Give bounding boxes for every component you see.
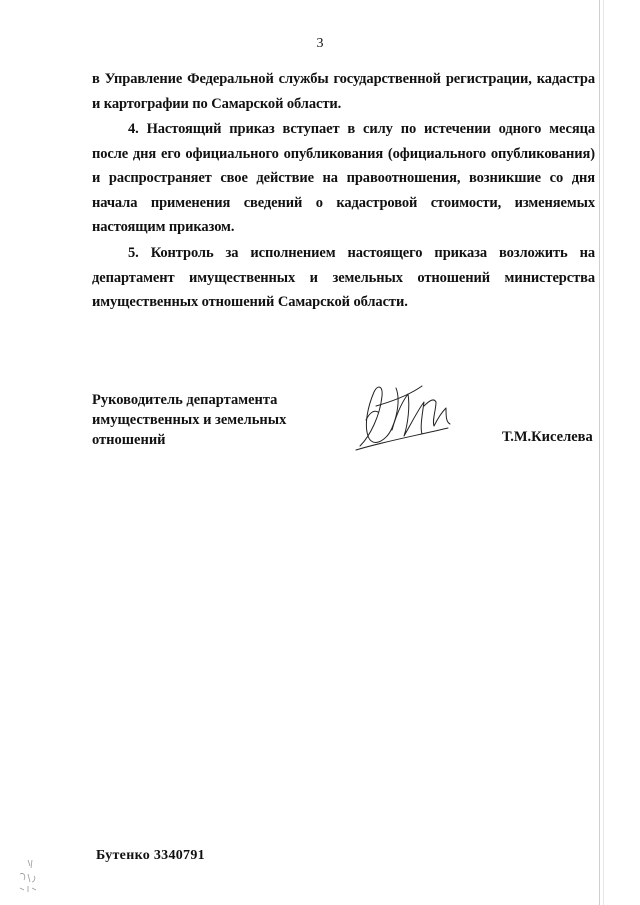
handwritten-signature (352, 376, 462, 454)
paragraph-continuation (92, 67, 595, 116)
paragraph-item-5 (92, 241, 595, 315)
paragraph-item-4 (92, 117, 595, 240)
scan-artifact-marks (16, 856, 42, 896)
paragraph-item-5-text: 5. Контроль за исполнением настоящего приказа возложить на департамент имущественных и земельных отношений министерства имущественных отношений Самарской области. (92, 245, 595, 311)
paragraph-item-4-text: 4. Настоящий приказ вступает в силу по истечении одного месяца после дня его официального опубликования (официального опубликования) и распространяет свое действие на правоотношения, возникшие со дня начала применения сведений о кадастровой стоимости, изменяемых настоящим приказом. (92, 121, 595, 236)
page-number: 3 (316, 36, 324, 51)
signatory-title (92, 390, 286, 450)
scan-edge-line (599, 0, 600, 905)
signatory-title-line-3: отношений (92, 432, 166, 448)
paragraph-continuation-text: в Управление Федеральной службы государственной регистрации, кадастра и картографии по Самарской области. (92, 71, 595, 112)
signatory-title-line-2: имущественных и земельных (92, 412, 287, 428)
signatory-name: Т.М.Киселева (502, 429, 593, 445)
scan-edge-line-secondary (603, 0, 604, 905)
executor-note: Бутенко 3340791 (96, 848, 205, 863)
signatory-title-line-1: Руководитель департамента (92, 392, 278, 408)
